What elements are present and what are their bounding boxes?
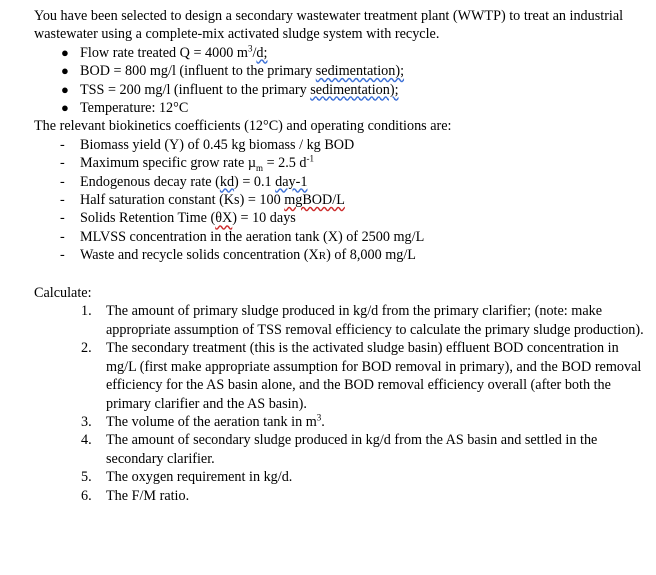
- list-item-tss: ● TSS = 200 mg/l (influent to the primary sedimentation);: [61, 81, 399, 98]
- list-item-mlvss: - MLVSS concentration in the aeration tank (X) of 2500 mg/L: [60, 228, 425, 245]
- dash-icon: -: [60, 192, 65, 209]
- list-item-biomass-yield: - Biomass yield (Y) of 0.45 kg biomass / kg BOD: [60, 136, 355, 153]
- bullet-icon: ●: [61, 100, 69, 116]
- task-item-1: 1. The amount of primary sludge produced in kg/d from the primary clarifier; (note: make appropriate assumption of TSS removal efficiency to calculate the primary sludge production).: [81, 303, 644, 338]
- intro-paragraph: You have been selected to design a secondary wastewater treatment plant (WWTP) to treat an industrial wastewater using a complete-mix activated sludge system with recycle.: [34, 8, 624, 43]
- dash-icon: -: [60, 210, 65, 227]
- dash-icon: -: [60, 136, 65, 153]
- calculate-label: Calculate:: [34, 285, 92, 302]
- bullet-icon: ●: [61, 63, 69, 79]
- task-item-5: 5. The oxygen requirement in kg/d.: [81, 469, 293, 486]
- task-item-2: 2. The secondary treatment (this is the activated sludge basin) effluent BOD concentration in mg/L (first make appropriate assumption for BOD removal in primary), and the BOD removal efficiency for the AS basin alone, and the BOD removal efficiency overall (after both the primary clarifier and the AS basin).: [81, 340, 642, 412]
- task-item-4: 4. The amount of secondary sludge produced in kg/d from the AS basin and settled in the secondary clarifier.: [81, 432, 598, 467]
- list-item-flow-rate: ● Flow rate treated Q = 4000 $m^3/d$;: [61, 43, 268, 61]
- task-item-6: 6. The F/M ratio.: [81, 487, 190, 504]
- list-item-temperature: ● Temperature: 12°C: [61, 100, 189, 117]
- list-item-half-saturation: - Half saturation constant (Ks) = 100 mgBOD/L: [60, 192, 345, 209]
- document-body: [34, 7, 646, 505]
- coefficients-list: [34, 136, 646, 266]
- coefficients-intro: The relevant biokinetics coefficients (12°C) and operating conditions are:: [34, 118, 452, 135]
- dash-icon: -: [60, 247, 65, 264]
- blank-line: [34, 266, 646, 284]
- bullet-icon: ●: [61, 44, 69, 60]
- task-list: [34, 302, 646, 504]
- task-item-3: 3. The volume of the aeration tank in $m^3$.: [81, 412, 325, 430]
- design-parameters-list: [34, 44, 646, 118]
- list-item-max-growth-rate: - Maximum specific grow rate µ$_m$ = 2.5 $d^{-1}$: [60, 153, 315, 174]
- dash-icon: -: [60, 155, 65, 172]
- bullet-icon: ●: [61, 81, 69, 97]
- dash-icon: -: [60, 228, 65, 245]
- list-item-decay-rate: - Endogenous decay rate (kd) = 0.1 day-1: [60, 173, 308, 190]
- dash-icon: -: [60, 173, 65, 190]
- list-item-bod: ● BOD = 800 mg/l (influent to the primary sedimentation);: [61, 63, 405, 80]
- list-item-srt: - Solids Retention Time (θX) = 10 days: [60, 210, 296, 227]
- list-item-waste-recycle: - Waste and recycle solids concentration (XR) of 8,000 mg/L: [60, 247, 416, 264]
